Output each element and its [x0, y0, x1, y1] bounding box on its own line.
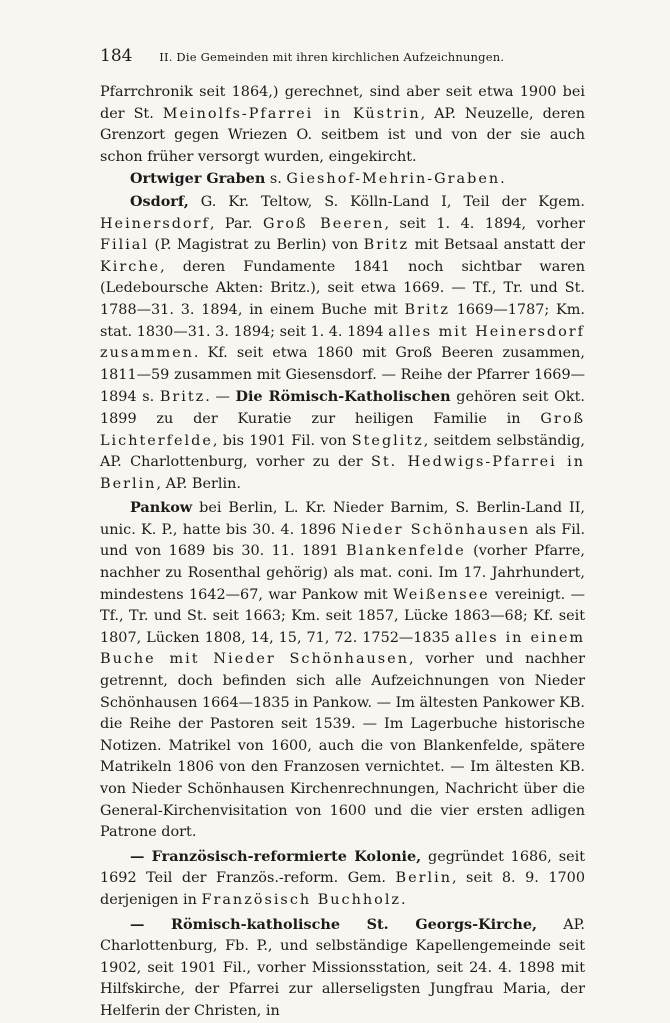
running-title: II. Die Gemeinden mit ihren kirchlichen Aufzeichnungen.	[159, 50, 505, 64]
page-header	[100, 46, 580, 66]
entry-osdorf: Osdorf, G. Kr. Teltow, S. Kölln-Land I, Teil der Kgem. Heinersdorf, Par. Groß Beeren, seit 1. 4. 1894, vorher Filial (P. Magistrat zu Berlin) von Britz mit Betsaal anstatt der Kirche, deren Fundamente 1841 noch sichtbar waren (Ledeboursche Akten: Britz.), seit etwa 1669. — Tf., Tr. und St. 1788—31. 3. 1894, in einem Buche mit Britz 1669—1787; Km. stat. 1830—31. 3. 1894; seit 1. 4. 1894 alles mit Heinersdorf zusammen. Kf. seit etwa 1860 mit Groß Beeren zusammen, 1811—59 zusammen mit Giesensdorf. — Reihe der Pfarrer 1669—1894 s. Britz. — Die Römisch-Katholischen gehören seit Okt. 1899 zu der Kuratie zur heiligen Familie in Groß Lichterfelde, bis 1901 Fil. von Steglitz, seitdem selbständig, AP. Charlottenburg, vorher zu der St. Hedwigs-Pfarrei in Berlin, AP. Berlin.	[100, 192, 585, 492]
entry-heading: — Römisch-katholische St. Georgs-Kirche,	[130, 915, 538, 933]
page-number: 184	[100, 46, 133, 66]
entry-heading: Osdorf,	[130, 192, 189, 210]
paragraph-kuestrin: Pfarrchronik seit 1864,) gerechnet, sind aber seit etwa 1900 bei der St. Meinolfs-Pfarrei in Küstrin, AP. Neuzelle, deren Grenzort gegen Wriezen O. seitbem ist und von der sie auch schon früher versorgt wurden, eingekircht.	[100, 84, 585, 165]
entry-heading: Pankow	[130, 499, 193, 517]
entry-heading: — Französisch-reformierte Kolonie,	[130, 847, 422, 865]
entry-pankow-french-colony: — Französisch-reformierte Kolonie, gegründet 1686, seit 1692 Teil der Französ.-reform. Gem. Berlin, seit 8. 9. 1700 derjenigen in Französisch Buchholz.	[100, 847, 585, 908]
entry-heading: Ortwiger Graben	[130, 170, 266, 188]
page-body	[100, 82, 585, 1023]
entry-pankow-st-georg: — Römisch-katholische St. Georgs-Kirche, AP. Charlottenburg, Fb. P., und selbständige Kapellengemeinde seit 1902, seit 1901 Fil., vorher Missionsstation, seit 24. 4. 1898 mit Hilfskirche, der Pfarrei zur allerseligsten Jungfrau Maria, der Helferin der Christen, in	[100, 915, 586, 1019]
entry-pankow: Pankow bei Berlin, L. Kr. Nieder Barnim, S. Berlin-Land II, unic. K. P., hatte bis 30. 4. 1896 Nieder Schönhausen als Fil. und von 1689 bis 30. 11. 1891 Blankenfelde (vorher Pfarre, nachher zu Rosenthal gehörig) als mat. coni. Im 17. Jahrhundert, mindestens 1642—67, war Pankow mit Weißensee vereinigt. — Tf., Tr. und St. seit 1663; Km. seit 1857, Lücke 1863—68; Kf. seit 1807, Lücken 1808, 14, 15, 71, 72. 1752—1835 alles in einem Buche mit Nieder Schönhausen, vorher und nachher getrennt, doch befinden sich alle Aufzeichnungen von Nieder Schönhausen 1664—1835 in Pankow. — Im ältesten Pankower KB. die Reihe der Pastoren seit 1539. — Im Lagerbuche historische Notizen. Matrikel von 1600, auch die von Blankenfelde, spätere Matrikeln 1806 von den Franzosen vernichtet. — Im ältesten KB. von Nieder Schönhausen Kirchenrechnungen, Nachricht über die General-Kirchenvisitation von 1600 und die vier ersten adligen Patrone dort.	[100, 499, 586, 841]
entry-ortwiger-graben: Ortwiger Graben s. Gieshof-Mehrin-Graben.	[130, 170, 505, 188]
